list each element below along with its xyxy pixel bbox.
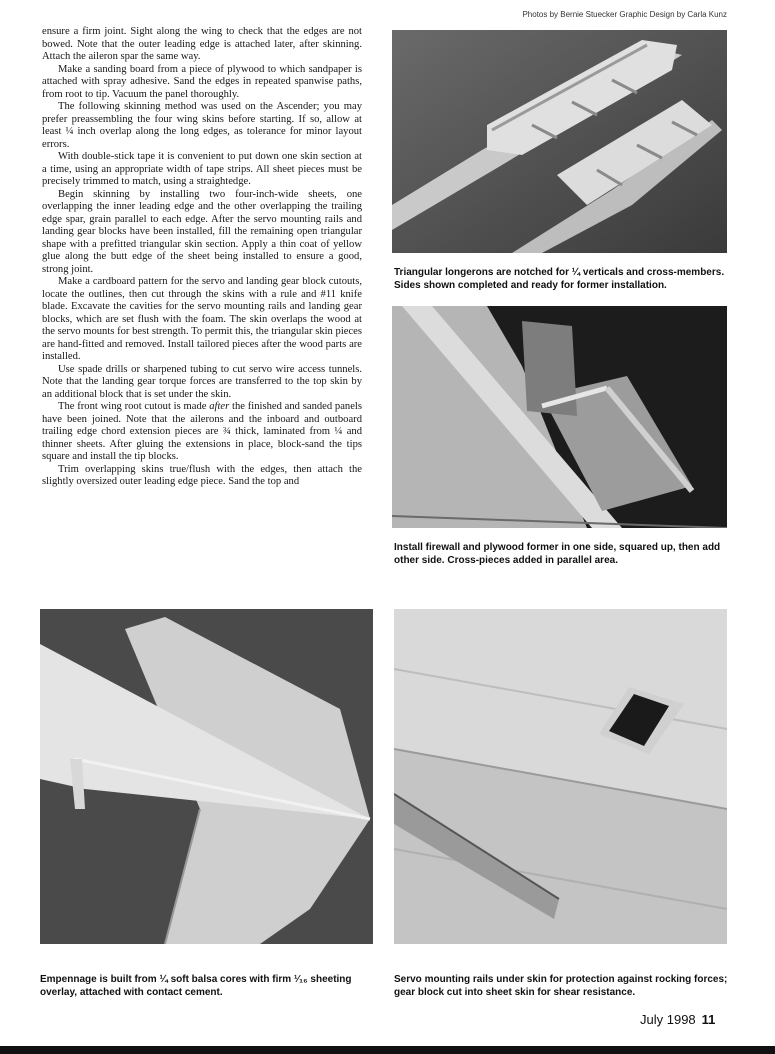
page-bottom-edge [0,1046,775,1054]
article-paragraph: Make a cardboard pattern for the servo and landing gear block cutouts, locate the outlines, then cut through the skins with a rule and #11 knife blade. Excavate the cavities for the servo mounting rails and landing gear blocks, which are set flush with the foam. The skin overlaps the wood at the servo mounts for best strength. To permit this, the triangular skin pieces are hand-fitted and removed. Install tailored pieces after the wood parts are installed. [42,276,362,362]
photo-servo-rails [394,609,727,944]
folio [640,1012,715,1027]
root-cutout-text-rest: the finished and sanded panels have been joined. Note that the ailerons and the inboard and outboard trailing edge chord extension pieces are ¾ thick, laminated from ¼ and thinner sheets. After gluing the extensions in place, block-sand the tips square and install the tip blocks. [42,401,363,462]
root-cutout-text: The front wing root cutout is made [58,401,210,412]
article-paragraph: Begin skinning by installing two four-inch-wide sheets, one overlapping the inner leading edge and the other overlapping the trailing edge spar, grain parallel to each edge. After the servo mounting rails and landing gear blocks have been installed, fill the remaining open triangular shape with a prefitted triangular skin section. Apply a thin coat of yellow glue along the butt edge of the sheet being installed to ensure a good, strong joint. [42,188,362,275]
article-paragraph: With double-stick tape it is convenient to put down one skin section at a time, using an appropriate width of tape strips. All sheet pieces must be precisely trimmed to match, using a straightedge. [42,151,362,187]
photo-credit: Photos by Bernie Stuecker Graphic Design by Carla Kunz [522,10,727,19]
root-cutout-emphasis: after [209,401,230,412]
folio-date: July 1998 [640,1012,696,1027]
photo-empennage [40,609,373,944]
article-body [42,26,362,489]
page-number: 11 [701,1012,716,1027]
photo-longerons [392,30,727,253]
photo-firewall [392,306,727,528]
article-paragraph: ensure a firm joint. Sight along the wing to check that the edges are not bowed. Note that the outer leading edge is attached later, after skinning. Attach the aileron spar the same way. [42,26,362,62]
caption-empennage: Empennage is built from ¼ soft balsa cores with firm ¹⁄₁₆ sheeting overlay, attached with contact cement. [40,974,352,998]
article-paragraph-root-cutout [42,401,362,464]
caption-servo-rails: Servo mounting rails under skin for protection against rocking forces; gear block cut into sheet skin for shear resistance. [394,974,728,998]
article-paragraph-last: Trim overlapping skins true/flush with the edges, then attach the slightly oversized outer leading edge piece. Sand the top and [42,463,362,487]
caption-firewall: Install firewall and plywood former in one side, squared up, then add other side. Cross-pieces added in parallel area. [394,542,721,566]
article-paragraph: Make a sanding board from a piece of plywood to which sandpaper is attached with spray adhesive. Sand the edges in repeated spanwise paths, from root to tip. Vacuum the panel thoroughly. [42,63,362,100]
article-paragraph: The following skinning method was used on the Ascender; you may prefer preassembling the four wing skins before starting. If so, allow at least ¼ inch overlap along the long edges, as tolerance for minor layout errors. [42,101,362,150]
caption-longerons: Triangular longerons are notched for ¼ verticals and cross-members. Sides shown completed and ready for former installation. [394,267,725,291]
article-paragraph: Use spade drills or sharpened tubing to cut servo wire access tunnels. Note that the landing gear torque forces are transferred to the top skin by an additional block that is set under the skin. [42,363,362,400]
